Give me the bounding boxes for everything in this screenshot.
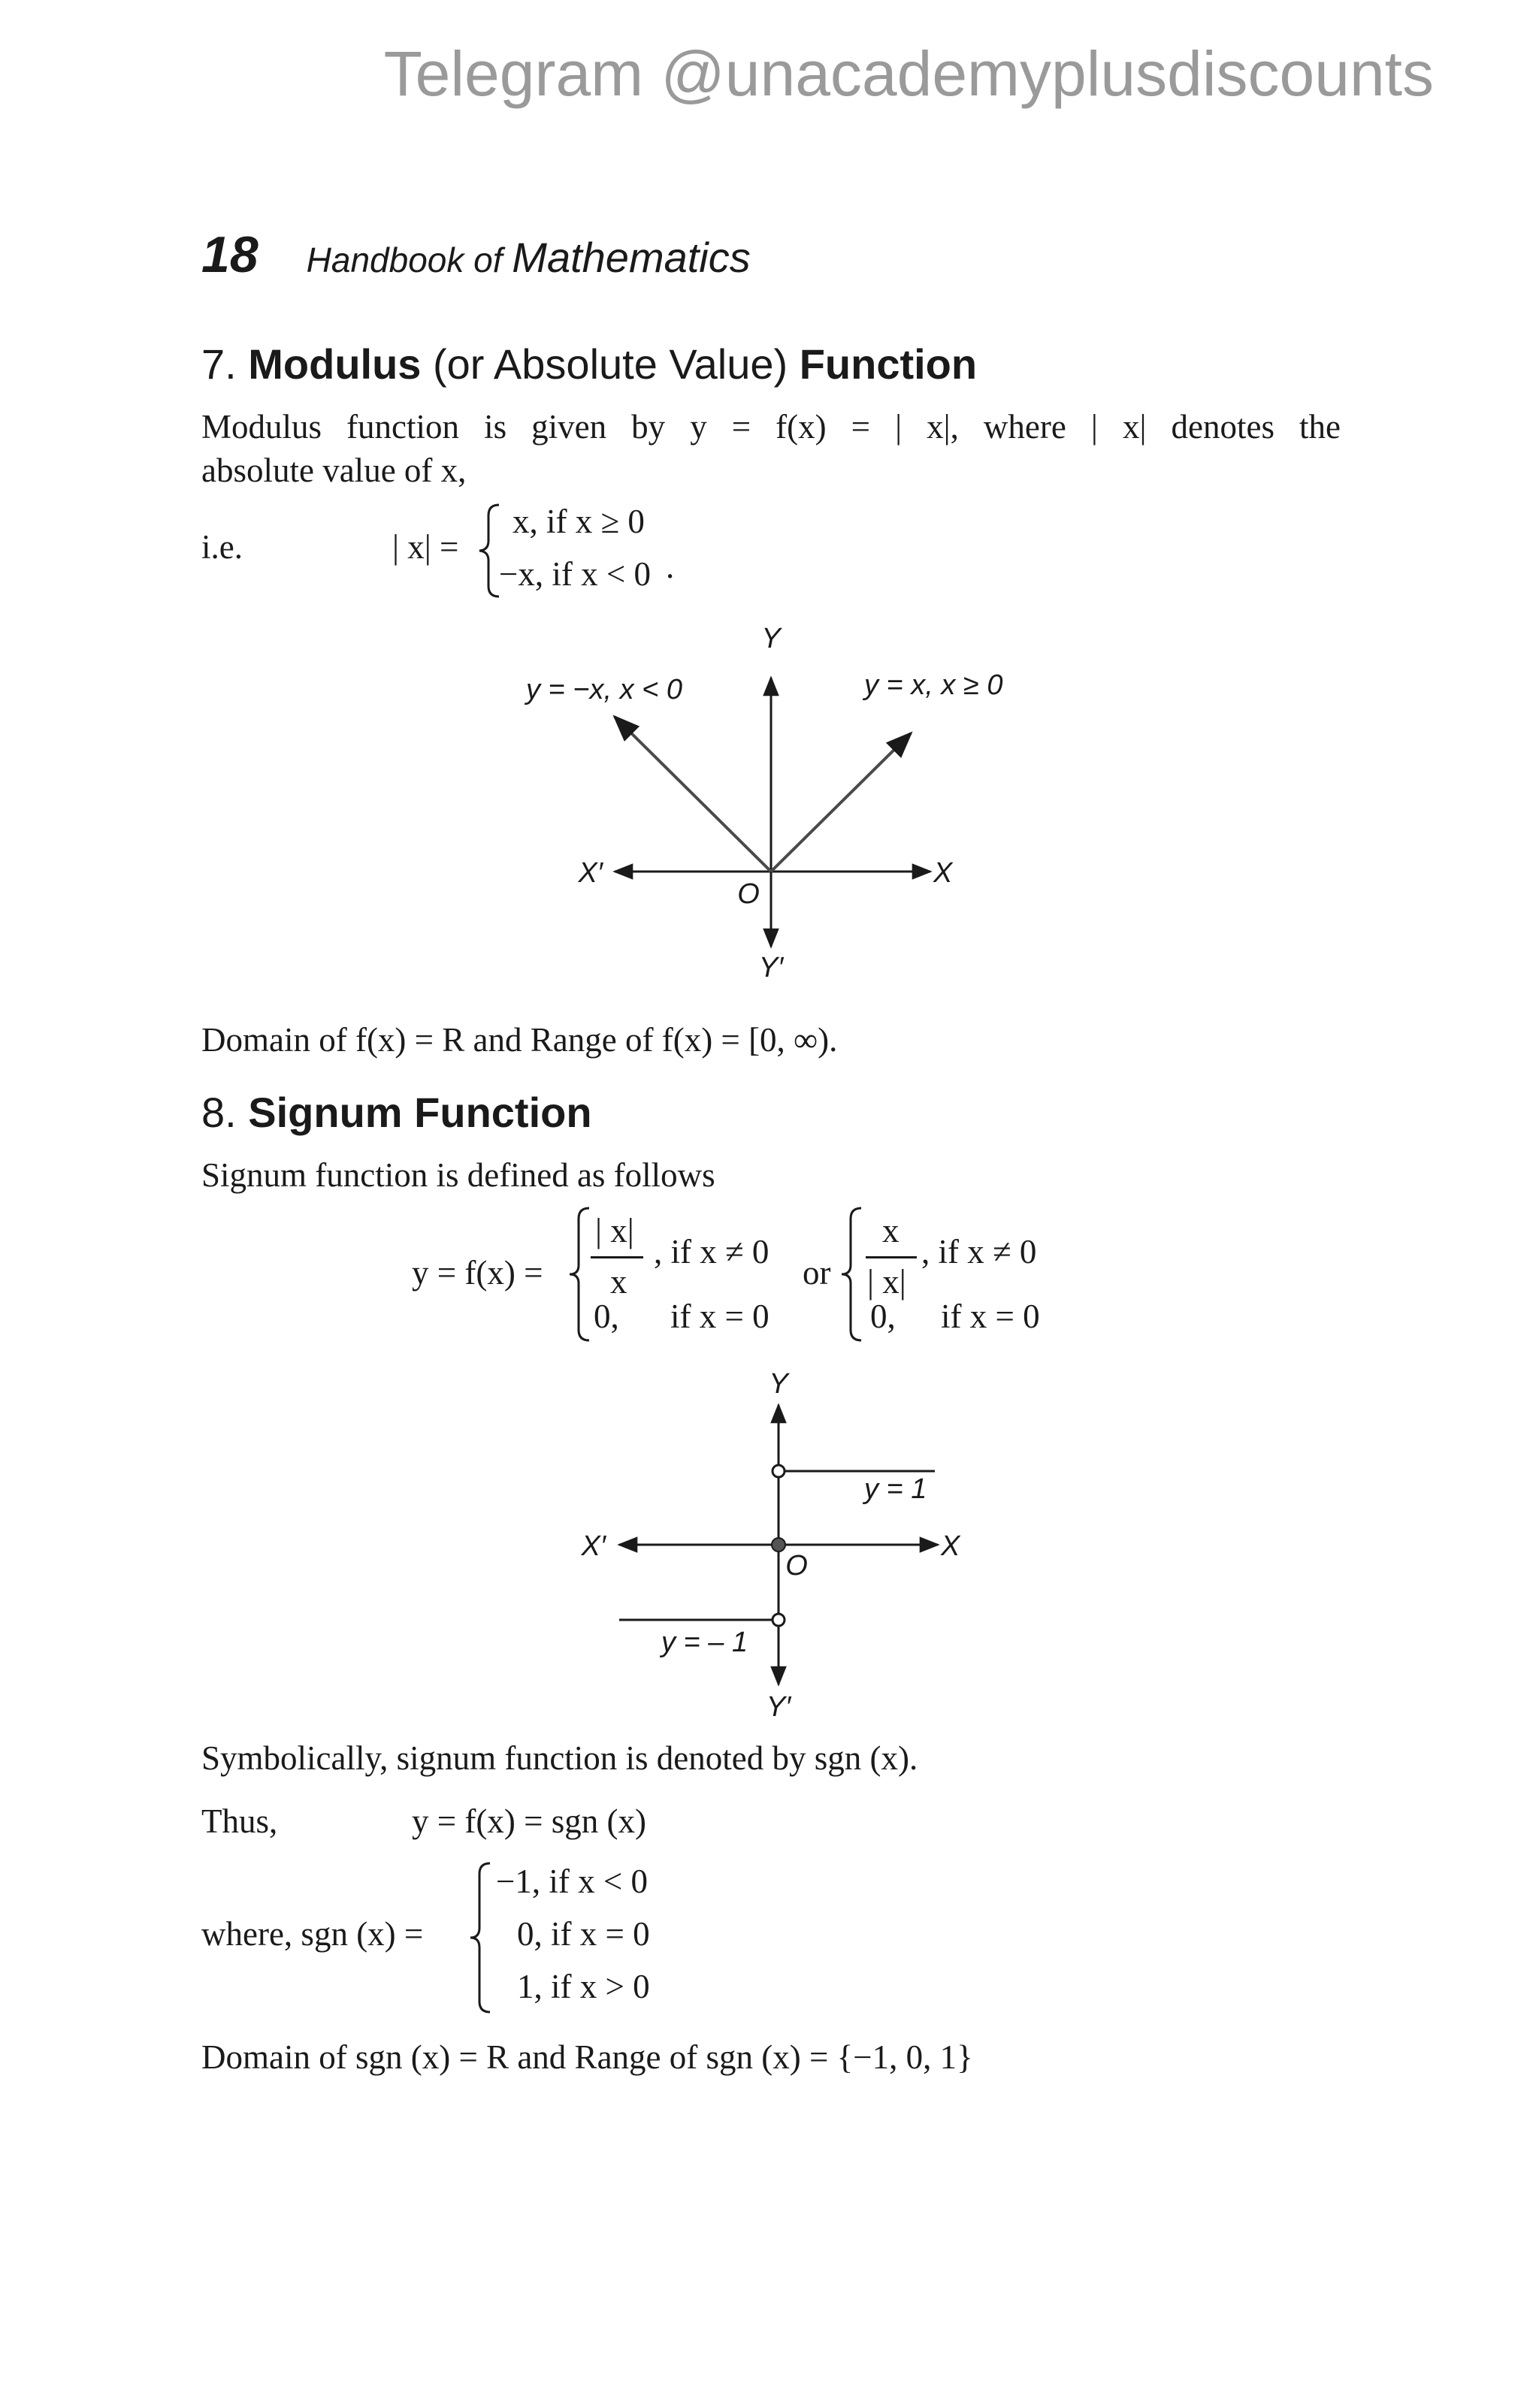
frac1-bar	[591, 1256, 643, 1258]
open-point-lower	[773, 1614, 785, 1626]
label-x-prime: X′	[581, 1530, 606, 1562]
label-origin: O	[785, 1550, 808, 1582]
book-title-prefix: Handbook of	[306, 240, 503, 279]
where-sgn-lhs: where, sgn (x) =	[201, 1915, 424, 1953]
label-x-prime: X′	[578, 857, 603, 889]
symbolic-sentence: Symbolically, signum function is denoted by sgn (x).	[201, 1739, 918, 1777]
modulus-definition-lhs: | x| =	[392, 528, 459, 566]
label-x: X	[941, 1530, 960, 1562]
modulus-case-2: −x, if x < 0	[499, 555, 651, 593]
open-point-upper	[773, 1465, 785, 1477]
label-upper-line: y = 1	[864, 1473, 927, 1505]
signum-definition-lhs: y = f(x) =	[412, 1254, 543, 1292]
label-x: X	[933, 857, 953, 889]
ie-label: i.e.	[201, 528, 243, 566]
line-y-equals-minus-x	[615, 717, 771, 872]
section-8-intro: Signum function is defined as follows	[201, 1156, 715, 1194]
label-y-prime: Y′	[766, 1691, 791, 1723]
label-lower-line: y = – 1	[661, 1627, 748, 1658]
label-y: Y	[761, 623, 781, 654]
signum-brace-2	[837, 1205, 867, 1343]
section-8-heading	[201, 1088, 592, 1137]
section-7-number: 7.	[201, 340, 237, 388]
book-title-main: Mathematics	[512, 234, 751, 281]
frac2-bar	[866, 1256, 917, 1258]
sgn-case-2: 0, if x = 0	[517, 1915, 650, 1953]
label-y: Y	[769, 1368, 788, 1400]
modulus-case-period: .	[666, 548, 675, 585]
signum-brace-1	[565, 1205, 595, 1343]
signum-cond-ne-2: , if x ≠ 0	[921, 1233, 1037, 1270]
signum-zero-cond-2: if x = 0	[941, 1298, 1040, 1335]
page-number: 18	[201, 226, 259, 283]
signum-zero-value-1: 0,	[594, 1298, 619, 1335]
frac1-denominator: x	[610, 1263, 627, 1301]
or-word: or	[803, 1254, 831, 1292]
closed-point-origin	[772, 1538, 785, 1551]
modulus-case-1: x, if x ≥ 0	[512, 503, 645, 540]
section-7-paragraph-line-1: Modulus function is given by y = f(x) = | x|, where | x| denotes the	[201, 408, 1341, 446]
signum-graph	[556, 1367, 1022, 1728]
sgn-case-1: −1, if x < 0	[496, 1863, 648, 1900]
section-8-title: Signum Function	[248, 1089, 592, 1136]
modulus-graph	[511, 624, 1037, 984]
section-8-domain-range: Domain of sgn (x) = R and Range of sgn (x) = {−1, 0, 1}	[201, 2038, 973, 2076]
thus-label: Thus,	[201, 1802, 278, 1840]
signum-cond-ne-1: , if x ≠ 0	[654, 1233, 770, 1270]
watermark-text: Telegram @unacademyplusdiscounts	[383, 38, 1434, 109]
frac2-numerator: x	[882, 1212, 900, 1249]
signum-zero-cond-1: if x = 0	[670, 1298, 770, 1335]
frac2-denominator: | x|	[867, 1263, 906, 1301]
label-y-prime: Y′	[758, 952, 784, 983]
section-7-paragraph-line-2: absolute value of x,	[201, 452, 467, 489]
label-origin: O	[737, 878, 760, 910]
section-7-title-normal: (or Absolute Value)	[433, 340, 788, 388]
section-8-number: 8.	[201, 1089, 237, 1136]
sgn-brace	[466, 1860, 496, 2015]
label-left-line: y = −x, x < 0	[526, 674, 683, 705]
thus-equation: y = f(x) = sgn (x)	[412, 1802, 646, 1840]
frac1-numerator: | x|	[595, 1212, 634, 1249]
running-header	[201, 225, 751, 284]
line-y-equals-x	[771, 733, 911, 872]
section-7-heading	[201, 340, 977, 388]
section-7-domain-range: Domain of f(x) = R and Range of f(x) = [0, ∞).	[201, 1021, 838, 1059]
sgn-case-3: 1, if x > 0	[517, 1968, 650, 2005]
label-right-line: y = x, x ≥ 0	[864, 669, 1003, 701]
section-7-title-bold-1: Modulus	[248, 340, 422, 388]
book-title	[306, 234, 751, 281]
signum-zero-value-2: 0,	[870, 1298, 896, 1335]
section-7-title-bold-2: Function	[799, 340, 978, 388]
